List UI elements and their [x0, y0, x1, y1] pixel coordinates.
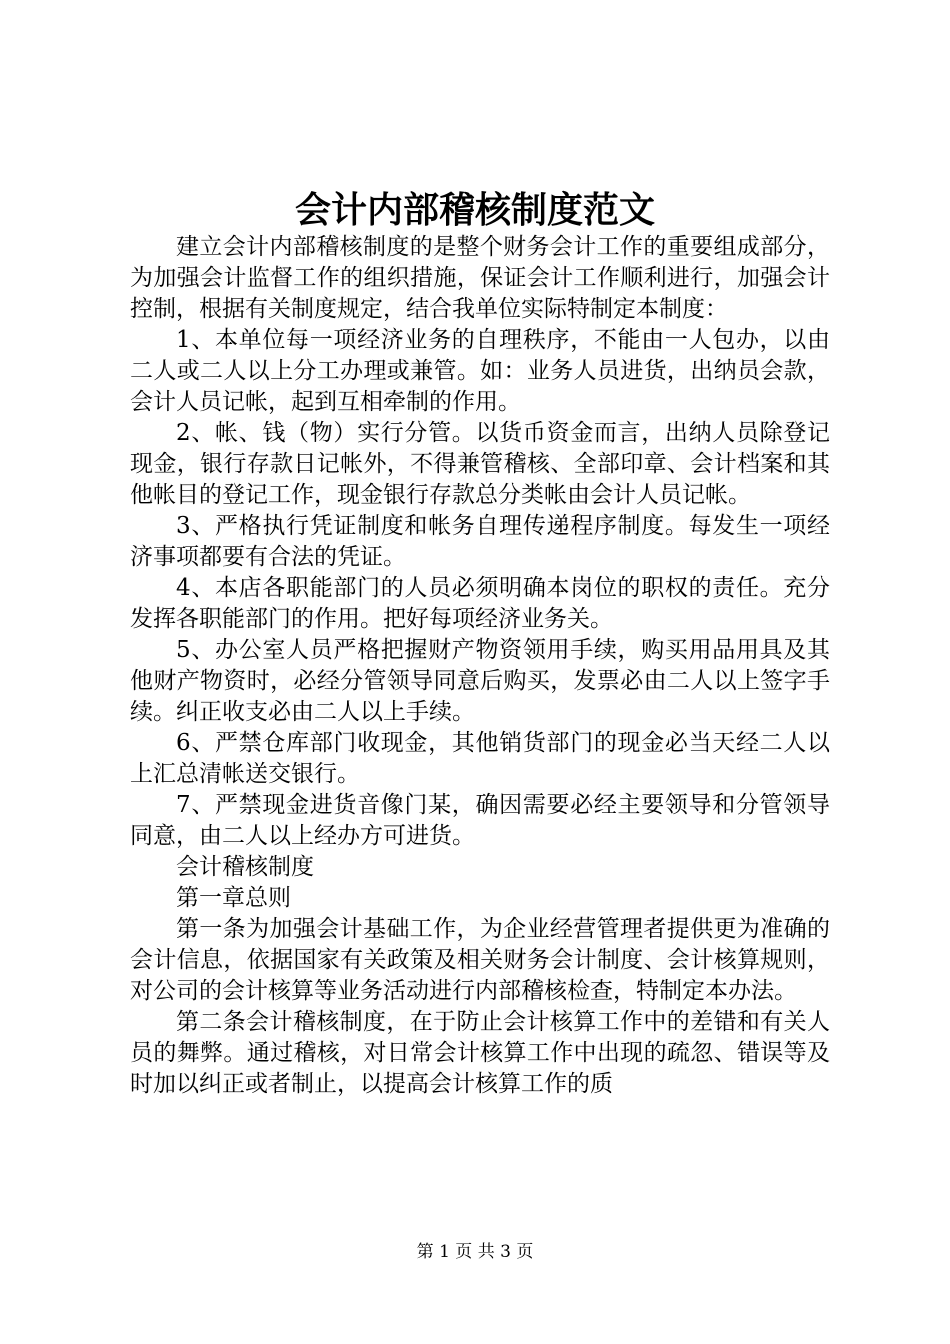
- document-body: [130, 232, 830, 1100]
- article-2: 第二条会计稽核制度，在于防止会计核算工作中的差错和有关人员的舞弊。通过稽核，对日常会计核算工作中出现的疏忽、错误等及时加以纠正或者制止，以提高会计核算工作的质: [130, 1009, 830, 1097]
- paragraph-item-3: 3、严格执行凭证制度和帐务自理传递程序制度。每发生一项经济事项都要有合法的凭证。: [130, 513, 830, 570]
- paragraph-item-4: 4、本店各职能部门的人员必须明确本岗位的职权的责任。充分发挥各职能部门的作用。把好每项经济业务关。: [130, 575, 830, 632]
- paragraph-item-5: 5、办公室人员严格把握财产物资领用手续，购买用品用具及其他财产物资时，必经分管领导同意后购买，发票必由二人以上签字手续。纠正收支必由二人以上手续。: [130, 637, 830, 725]
- paragraph-intro: 建立会计内部稽核制度的是整个财务会计工作的重要组成部分，为加强会计监督工作的组织措施，保证会计工作顺利进行，加强会计控制，根据有关制度规定，结合我单位实际特制定本制度：: [130, 234, 830, 322]
- paragraph-item-1: 1、本单位每一项经济业务的自理秩序，不能由一人包办，以由二人或二人以上分工办理或兼管。如：业务人员进货，出纳员会款，会计人员记帐，起到互相牵制的作用。: [130, 327, 830, 415]
- document-title: 会计内部稽核制度范文: [294, 189, 655, 231]
- paragraph-item-7: 7、严禁现金进货音像门某，确因需要必经主要领导和分管领导同意，由二人以上经办方可进货。: [130, 792, 830, 849]
- page-number-footer: 第 1 页 共 3 页: [416, 1242, 534, 1262]
- chapter-heading: 第一章总则: [176, 885, 291, 911]
- article-1: 第一条为加强会计基础工作，为企业经营管理者提供更为准确的会计信息，依据国家有关政策及相关财务会计制度、会计核算规则，对公司的会计核算等业务活动进行内部稽核检查，特制定本办法。: [130, 916, 830, 1004]
- paragraph-item-6: 6、严禁仓库部门收现金，其他销货部门的现金必当天经二人以上汇总清帐送交银行。: [130, 730, 830, 787]
- section-heading: 会计稽核制度: [176, 854, 314, 880]
- paragraph-item-2: 2、帐、钱（物）实行分管。以货币资金而言，出纳人员除登记现金，银行存款日记帐外，不得兼管稽核、全部印章、会计档案和其他帐目的登记工作，现金银行存款总分类帐由会计人员记帐。: [130, 420, 830, 508]
